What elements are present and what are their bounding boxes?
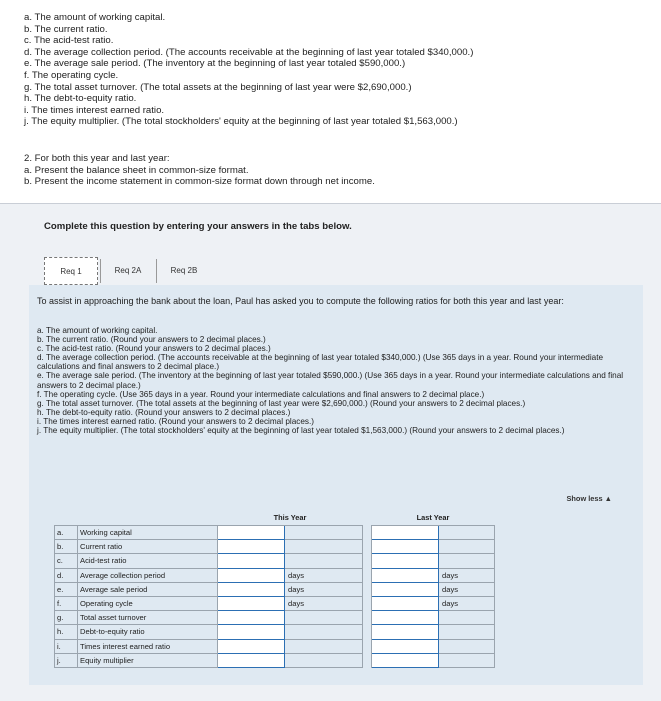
last-year-unit: days xyxy=(439,582,495,596)
this-year-input[interactable] xyxy=(218,540,285,554)
this-year-unit xyxy=(285,639,363,653)
task-item: b. The current ratio. (Round your answers to 2 decimal places.) xyxy=(37,335,266,345)
last-year-unit xyxy=(439,611,495,625)
task-item: g. The total asset turnover. (The total assets at the beginning of last year were $2,690,000.) (Round your answers to 2 decimal places.) xyxy=(37,398,526,408)
question-line: c. The acid-test ratio. xyxy=(24,35,114,47)
this-year-input[interactable] xyxy=(218,639,285,653)
last-year-unit: days xyxy=(439,596,495,610)
table-row xyxy=(55,639,495,653)
row-label: Average sale period xyxy=(78,582,218,596)
card-title: Complete this question by entering your answers in the tabs below. xyxy=(44,221,352,232)
last-year-input[interactable] xyxy=(372,526,439,540)
table-row xyxy=(55,582,495,596)
header-blank xyxy=(55,509,218,526)
row-letter: c. xyxy=(55,554,78,568)
row-letter: f. xyxy=(55,596,78,610)
last-year-input[interactable] xyxy=(372,639,439,653)
task-item: c. The acid-test ratio. (Round your answers to 2 decimal places.) xyxy=(37,344,271,354)
last-year-input[interactable] xyxy=(372,611,439,625)
question-line: f. The operating cycle. xyxy=(24,69,119,81)
this-year-input[interactable] xyxy=(218,611,285,625)
row-letter: d. xyxy=(55,568,78,582)
this-year-input[interactable] xyxy=(218,625,285,639)
answer-card xyxy=(0,203,661,701)
task-item: j. The equity multiplier. (The total stockholders' equity at the beginning of last year totaled $1,563,000.) (Round your answers to 2 decimal places.) xyxy=(37,426,565,436)
last-year-input[interactable] xyxy=(372,554,439,568)
task-item: a. The amount of working capital. xyxy=(37,326,158,335)
last-year-unit xyxy=(439,540,495,554)
row-letter: i. xyxy=(55,639,78,653)
question-line: a. Present the balance sheet in common-size format. xyxy=(24,164,249,176)
ratio-table xyxy=(54,509,495,668)
this-year-unit xyxy=(285,554,363,568)
header-this-year: This Year xyxy=(218,509,363,526)
last-year-input[interactable] xyxy=(372,568,439,582)
task-item: i. The times interest earned ratio. (Round your answers to 2 decimal places.) xyxy=(37,416,314,426)
row-label: Working capital xyxy=(78,526,218,540)
this-year-input[interactable] xyxy=(218,526,285,540)
table-row xyxy=(55,540,495,554)
row-letter: g. xyxy=(55,611,78,625)
task-item: h. The debt-to-equity ratio. (Round your answers to 2 decimal places.) xyxy=(37,407,291,417)
row-letter: a. xyxy=(55,526,78,540)
table-row xyxy=(55,611,495,625)
tab-req-2b[interactable]: Req 2B xyxy=(157,257,211,285)
req-1-panel xyxy=(29,285,643,685)
this-year-input[interactable] xyxy=(218,653,285,667)
last-year-unit xyxy=(439,653,495,667)
table-row xyxy=(55,596,495,610)
row-letter: b. xyxy=(55,540,78,554)
question-line: b. Present the income statement in common-size format down through net income. xyxy=(24,176,375,188)
question-1-list xyxy=(24,12,644,128)
last-year-unit xyxy=(439,526,495,540)
this-year-input[interactable] xyxy=(218,554,285,568)
table-header-row xyxy=(55,509,495,526)
table-row xyxy=(55,568,495,582)
this-year-unit xyxy=(285,611,363,625)
this-year-unit: days xyxy=(285,582,363,596)
table-row xyxy=(55,625,495,639)
task-item: e. The average sale period. (The inventory at the beginning of last year totaled $590,000.) (Use 365 days in a year. Round your intermediate calculations and final answers to 2 decimal place.) xyxy=(37,371,624,390)
task-item: f. The operating cycle. (Use 365 days in a year. Round your intermediate calculations and final answers to 2 decimal place.) xyxy=(37,389,485,399)
question-line: 2. For both this year and last year: xyxy=(24,153,170,164)
tab-req-1[interactable]: Req 1 xyxy=(44,257,98,285)
this-year-unit xyxy=(285,540,363,554)
this-year-unit xyxy=(285,625,363,639)
table-row xyxy=(55,554,495,568)
table-row xyxy=(55,653,495,667)
this-year-unit: days xyxy=(285,596,363,610)
row-label: Current ratio xyxy=(78,540,218,554)
show-less-link[interactable]: Show less ▲ xyxy=(566,494,612,503)
this-year-unit: days xyxy=(285,568,363,582)
this-year-input[interactable] xyxy=(218,582,285,596)
last-year-unit: days xyxy=(439,568,495,582)
row-letter: h. xyxy=(55,625,78,639)
row-label: Acid-test ratio xyxy=(78,554,218,568)
last-year-input[interactable] xyxy=(372,625,439,639)
this-year-input[interactable] xyxy=(218,568,285,582)
header-gap xyxy=(363,509,372,526)
last-year-unit xyxy=(439,554,495,568)
question-2-list xyxy=(24,153,375,188)
question-line: d. The average collection period. (The accounts receivable at the beginning of last year totaled $340,000.) xyxy=(24,46,474,58)
row-label: Total asset turnover xyxy=(78,611,218,625)
header-last-year: Last Year xyxy=(372,509,495,526)
question-line: b. The current ratio. xyxy=(24,23,108,35)
row-label: Times interest earned ratio xyxy=(78,639,218,653)
last-year-input[interactable] xyxy=(372,540,439,554)
table-row xyxy=(55,526,495,540)
row-label: Debt-to-equity ratio xyxy=(78,625,218,639)
task-list xyxy=(37,326,631,435)
requirement-tabs xyxy=(44,257,214,285)
last-year-unit xyxy=(439,639,495,653)
last-year-input[interactable] xyxy=(372,596,439,610)
row-letter: j. xyxy=(55,653,78,667)
panel-instructions: To assist in approaching the bank about the loan, Paul has asked you to compute the following ratios for both this year and last year: xyxy=(37,296,564,306)
tab-req-2a[interactable]: Req 2A xyxy=(101,257,155,285)
this-year-unit xyxy=(285,526,363,540)
this-year-input[interactable] xyxy=(218,596,285,610)
row-label: Operating cycle xyxy=(78,596,218,610)
question-line: h. The debt-to-equity ratio. xyxy=(24,93,137,105)
question-line: a. The amount of working capital. xyxy=(24,12,166,23)
last-year-unit xyxy=(439,625,495,639)
question-line: j. The equity multiplier. (The total stockholders' equity at the beginning of last year totaled $1,563,000.) xyxy=(24,116,458,128)
last-year-input[interactable] xyxy=(372,653,439,667)
question-line: g. The total asset turnover. (The total assets at the beginning of last year were $2,690,000.) xyxy=(24,81,412,93)
question-line: i. The times interest earned ratio. xyxy=(24,104,165,116)
task-item: d. The average collection period. (The accounts receivable at the beginning of last year totaled $340,000.) (Use 365 days in a year. Round your intermediate calculations and final answers to 2 decimal place.) xyxy=(37,353,604,372)
last-year-input[interactable] xyxy=(372,582,439,596)
row-label: Average collection period xyxy=(78,568,218,582)
row-letter: e. xyxy=(55,582,78,596)
question-line: e. The average sale period. (The inventory at the beginning of last year totaled $590,000.) xyxy=(24,58,406,70)
row-label: Equity multiplier xyxy=(78,653,218,667)
this-year-unit xyxy=(285,653,363,667)
